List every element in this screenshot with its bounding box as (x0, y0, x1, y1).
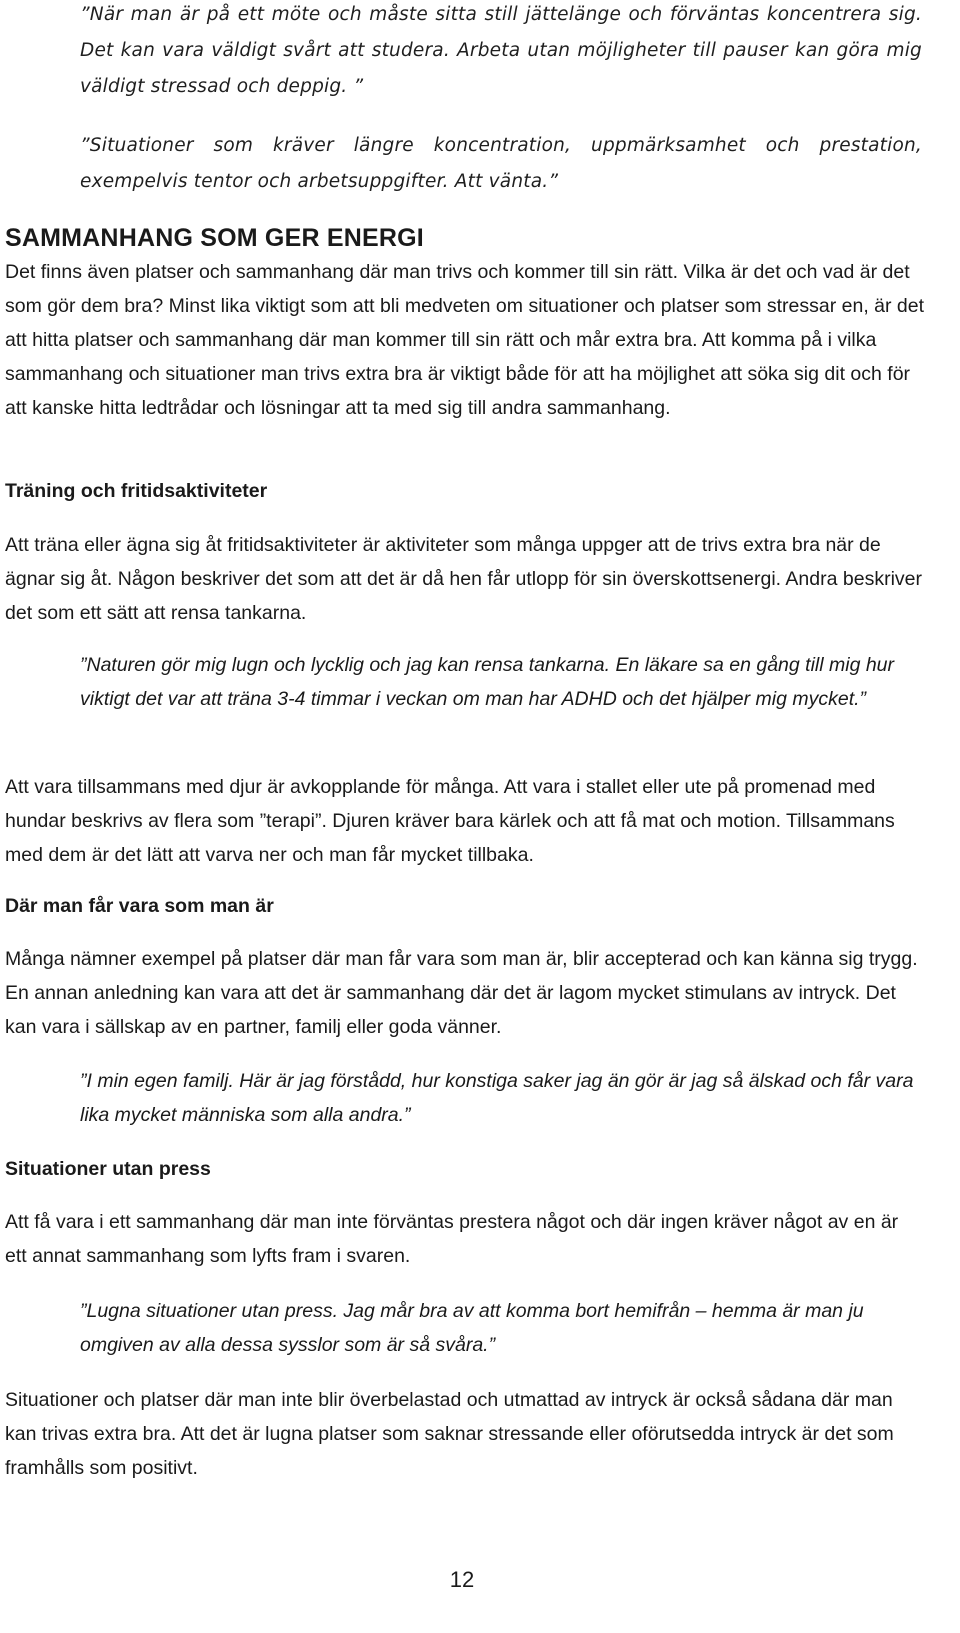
heading-training: Träning och fritidsaktiviteter (5, 480, 268, 502)
quote-meeting: ”När man är på ett möte och måste sitta still jättelänge och förväntas koncentrera sig. Det kan vara väldigt svårt att studera. Arbeta utan möjligheter till pauser kan göra mig väldigt stressad och deppig. ” (80, 4, 922, 97)
heading-no-pressure: Situationer utan press (5, 1158, 211, 1180)
training-paragraph-1: Att träna eller ägna sig åt fritidsaktiviteter är aktiviteter som många uppger att de trivs extra bra när de ägnar sig åt. Någon beskriver det som att det är då hen får utlopp för sin överskottsenergi. Andra beskriver det som ett sätt att rensa tankarna. (5, 534, 922, 624)
quote-nature: ”Naturen gör mig lugn och lycklig och jag kan rensa tankarna. En läkare sa en gång till mig hur viktigt det var att träna 3-4 timmar i veckan om man har ADHD och det hjälper mig mycket.” (80, 654, 895, 710)
no-pressure-paragraph-1: Att få vara i ett sammanhang där man inte förväntas prestera något och där ingen kräver något av en är ett annat sammanhang som lyfts fram i svaren. (5, 1211, 899, 1267)
section-heading-energy: SAMMANHANG SOM GER ENERGI (5, 224, 424, 252)
energy-intro-paragraph: Det finns även platser och sammanhang där man trivs och kommer till sin rätt. Vilka är det och vad är det som gör dem bra? Minst lika viktigt som att bli medveten om situationer och platser som stressar en, är det att hitta platser och sammanhang där man kommer till sin rätt och mår extra bra. Att komma på i vilka sammanhang och situationer man trivs extra bra är viktigt både för att ha möjlighet att söka sig dit och för att kanske hitta ledtrådar och lösningar att ta med sig till andra sammanhang. (5, 261, 925, 419)
training-paragraph-2: Att vara tillsammans med djur är avkopplande för många. Att vara i stallet eller ute på promenad med hundar beskrivs av flera som ”terapi”. Djuren kräver bara kärlek och att få mat och motion. Tillsammans med dem är det lätt att varva ner och man får mycket tillbaka. (5, 776, 895, 866)
page-number: 12 (449, 1567, 475, 1592)
quote-concentration: ”Situationer som kräver längre koncentration, uppmärksamhet och prestation, exempelvis tentor och arbetsuppgifter. Att vänta.” (80, 135, 922, 192)
quote-family: ”I min egen familj. Här är jag förstådd, hur konstiga saker jag än gör är jag så älskad och får vara lika mycket människa som alla andra.” (80, 1070, 914, 1126)
quote-calm-situations: ”Lugna situationer utan press. Jag mår bra av att komma bort hemifrån – hemma är man ju omgiven av alla dessa sysslor som är så svåra.” (80, 1300, 864, 1356)
be-yourself-paragraph: Många nämner exempel på platser där man får vara som man är, blir accepterad och kan känna sig trygg. En annan anledning kan vara att det är sammanhang där det är lagom mycket stimulans av intryck. Det kan vara i sällskap av en partner, familj eller goda vänner. (5, 948, 918, 1038)
no-pressure-paragraph-2: Situationer och platser där man inte blir överbelastad och utmattad av intryck är också sådana där man kan trivas extra bra. Att det är lugna platser som saknar stressande eller oförutsedda intryck är det som framhålls som positivt. (5, 1389, 894, 1479)
heading-be-yourself: Där man får vara som man är (5, 895, 274, 917)
